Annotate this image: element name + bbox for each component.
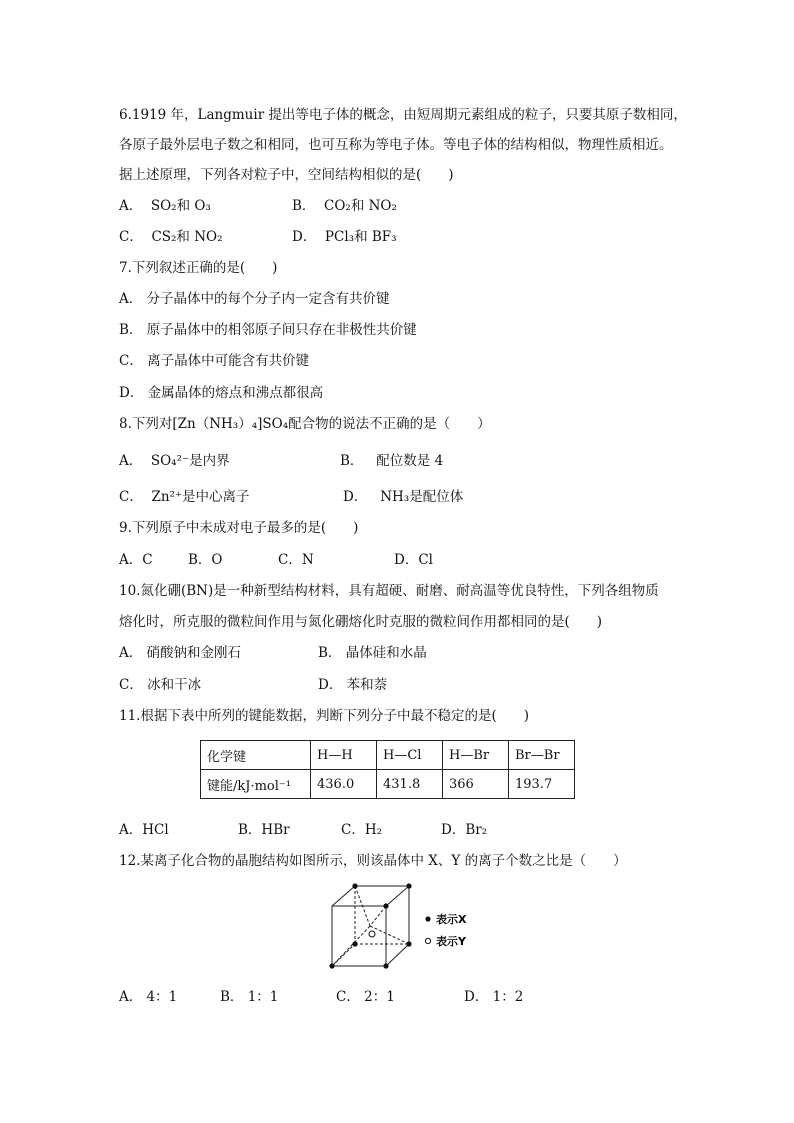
q12-stem: 12.某离子化合物的晶胞结构如图所示，则该晶体中 X、Y 的离子个数之比是（ ） [119, 853, 627, 869]
table-header-cell: H—Br [443, 741, 509, 770]
q7-option-a: A． 分子晶体中的每个分子内一定含有共价键 [119, 291, 390, 307]
q10-option-b: B． 晶体硅和水晶 [318, 645, 427, 661]
q6-option-b [292, 197, 397, 215]
q6-option-d-text: PCl₃和 BF₃ [324, 229, 397, 245]
q7-option-c: C． 离子晶体中可能含有共价键 [119, 353, 310, 369]
q7-option-d: D． 金属晶体的熔点和沸点都很高 [119, 385, 324, 401]
table-header-cell: 化学键 [201, 741, 311, 770]
q6-option-a-letter: A． [119, 198, 143, 214]
table-cell: 436.0 [311, 770, 377, 799]
legend-y-marker [425, 938, 430, 943]
table-header-cell: H—H [311, 741, 377, 770]
legend-x-label: 表示X [436, 913, 467, 926]
q6-stem-line-3: 据上述原理，下列各对粒子中，空间结构相似的是( ) [119, 167, 454, 183]
q6-option-c-letter: C． [119, 229, 143, 245]
q9-option-a: A．C [119, 552, 153, 568]
table-header-row [201, 741, 575, 770]
q6-option-a-text: SO₂和 O₃ [150, 198, 211, 214]
q7-option-b: B． 原子晶体中的相邻原子间只存在非极性共价键 [119, 322, 417, 338]
q10-option-c: C． 冰和干冰 [119, 677, 202, 693]
table-header-cell: Br—Br [509, 741, 575, 770]
legend-y-label: 表示Y [436, 935, 466, 948]
q7-stem: 7.下列叙述正确的是( ) [119, 260, 278, 276]
q8-option-c-text: Zn²⁺是中心离子 [151, 489, 250, 505]
q6-option-c-text: CS₂和 NO₂ [151, 229, 223, 245]
table-row-label: 键能/kJ·mol⁻¹ [201, 770, 311, 799]
q6-stem-line-1: 6.1919 年，Langmuir 提出等电子体的概念，由短周期元素组成的粒子，只要其原子数相同， [119, 107, 687, 123]
q11-option-a: A．HCl [119, 822, 169, 838]
q9-option-b: B．O [188, 552, 223, 568]
q12-option-d: D． 1：2 [464, 989, 524, 1005]
q8-stem: 8.下列对[Zn（NH₃）₄]SO₄配合物的说法不正确的是（ ） [119, 416, 491, 432]
q8-option-d-text: NH₃是配位体 [380, 489, 464, 505]
q8-option-a [119, 452, 230, 470]
q6-option-a [119, 197, 211, 215]
q6-stem-line-2: 各原子最外层电子数之和相同，也可互称为等电子体。等电子体的结构相似，物理性质相近。 [119, 137, 673, 153]
q9-option-c: C．N [278, 552, 314, 568]
q10-stem-line-2: 熔化时，所克服的微粒间作用与氮化硼熔化时克服的微粒间作用都相同的是( ) [119, 614, 603, 630]
q8-option-d [343, 488, 463, 506]
q11-option-c: C．H₂ [341, 822, 383, 838]
q6-option-d [292, 228, 397, 246]
q6-option-c [119, 228, 223, 246]
table-cell: 431.8 [377, 770, 443, 799]
q12-option-b: B． 1：1 [220, 989, 279, 1005]
cube-front-face [332, 906, 386, 966]
q8-option-b-text: 配位数是 4 [376, 453, 444, 469]
q11-option-b: B．HBr [238, 822, 290, 838]
q8-option-c [119, 488, 250, 506]
crystal-cell-diagram [320, 878, 490, 978]
y-ion-center [369, 931, 375, 937]
table-header-cell: H—Cl [377, 741, 443, 770]
q11-stem: 11.根据下表中所列的键能数据，判断下列分子中最不稳定的是( ) [119, 708, 530, 724]
q8-option-a-letter: A． [119, 453, 143, 469]
q11-option-d: D．Br₂ [441, 822, 488, 838]
q12-option-a: A． 4：1 [119, 989, 178, 1005]
legend-x-marker [425, 916, 430, 921]
table-cell: 193.7 [509, 770, 575, 799]
q10-option-d: D． 苯和萘 [318, 677, 388, 693]
q10-stem-line-1: 10.氮化硼(BN)是一种新型结构材料，具有超硬、耐磨、耐高温等优良特性，下列各组物质 [119, 583, 659, 599]
q9-stem: 9.下列原子中未成对电子最多的是( ) [119, 520, 359, 536]
q8-option-d-letter: D． [343, 489, 368, 505]
q8-option-b-letter: B． [340, 453, 364, 469]
q8-option-a-text: SO₄²⁻是内界 [150, 453, 230, 469]
q9-option-d: D．Cl [394, 552, 433, 568]
table-cell: 366 [443, 770, 509, 799]
q8-option-b [340, 452, 443, 470]
q10-option-a: A． 硝酸钠和金刚石 [119, 645, 242, 661]
q12-option-c: C． 2：1 [336, 989, 395, 1005]
q8-option-c-letter: C． [119, 489, 143, 505]
q6-option-d-letter: D． [292, 229, 317, 245]
q6-option-b-text: CO₂和 NO₂ [324, 198, 397, 214]
q6-option-b-letter: B． [292, 198, 316, 214]
bond-energy-table [200, 740, 575, 799]
table-row [201, 770, 575, 799]
